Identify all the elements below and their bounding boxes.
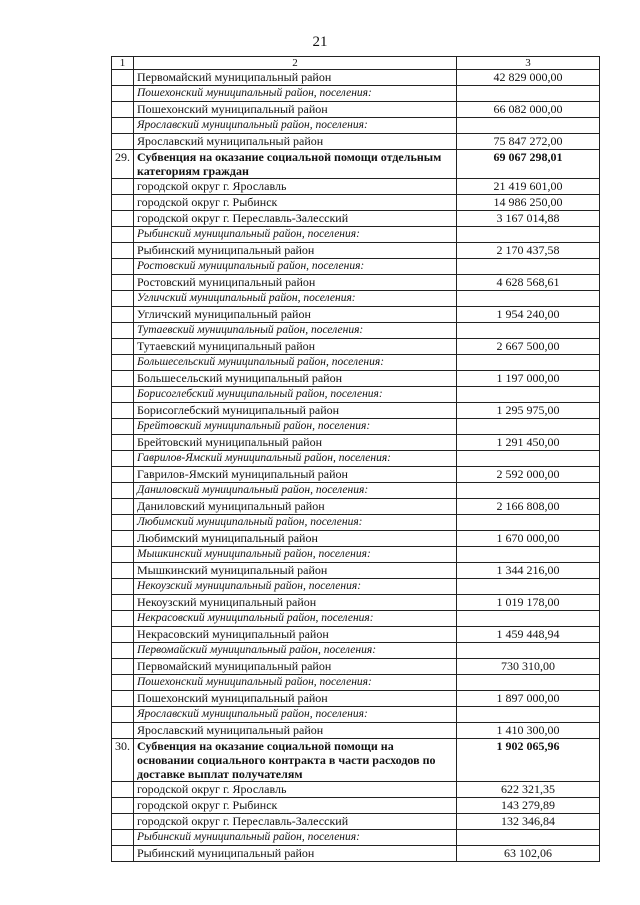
row-amount (457, 419, 600, 435)
row-index (112, 259, 134, 275)
table-row (112, 467, 600, 483)
table-row (112, 691, 600, 707)
row-index (112, 547, 134, 563)
row-index (112, 798, 134, 814)
row-name: Некоузский муниципальный район, поселения: (134, 579, 457, 595)
table-row (112, 275, 600, 291)
row-index (112, 211, 134, 227)
page-number: 21 (312, 34, 328, 50)
table-row (112, 627, 600, 643)
row-name: Ярославский муниципальный район (134, 134, 457, 150)
row-name: Некрасовский муниципальный район, поселения: (134, 611, 457, 627)
row-index (112, 419, 134, 435)
subgroup-row (112, 451, 600, 467)
row-index (112, 846, 134, 862)
row-name: Тутаевский муниципальный район (134, 339, 457, 355)
row-amount (457, 675, 600, 691)
row-amount (457, 707, 600, 723)
row-index (112, 86, 134, 102)
subgroup-row (112, 707, 600, 723)
row-amount: 1 344 216,00 (457, 563, 600, 579)
row-amount (457, 323, 600, 339)
row-index (112, 563, 134, 579)
row-amount: 14 986 250,00 (457, 195, 600, 211)
row-index (112, 435, 134, 451)
row-amount (457, 830, 600, 846)
row-amount (457, 483, 600, 499)
row-name: Мышкинский муниципальный район (134, 563, 457, 579)
row-index (112, 323, 134, 339)
row-name: Некрасовский муниципальный район (134, 627, 457, 643)
table-header-row (112, 57, 600, 70)
row-name: Даниловский муниципальный район (134, 499, 457, 515)
row-name: Угличский муниципальный район (134, 307, 457, 323)
row-name: городской округ г. Ярославль (134, 179, 457, 195)
row-index (112, 691, 134, 707)
row-name: Рыбинский муниципальный район (134, 243, 457, 259)
subgroup-row (112, 515, 600, 531)
row-name: городской округ г. Переславль-Залесский (134, 211, 457, 227)
row-amount: 63 102,06 (457, 846, 600, 862)
row-name: Ярославский муниципальный район, поселения: (134, 118, 457, 134)
row-index (112, 675, 134, 691)
row-name: Тутаевский муниципальный район, поселения: (134, 323, 457, 339)
row-index (112, 339, 134, 355)
subgroup-row (112, 483, 600, 499)
subgroup-row (112, 830, 600, 846)
row-name: Пошехонский муниципальный район, поселения: (134, 86, 457, 102)
row-amount: 75 847 272,00 (457, 134, 600, 150)
row-amount: 2 592 000,00 (457, 467, 600, 483)
row-name: Большесельский муниципальный район, поселения: (134, 355, 457, 371)
row-index: 29. (112, 150, 134, 179)
row-amount (457, 227, 600, 243)
row-amount: 1 954 240,00 (457, 307, 600, 323)
table-row (112, 782, 600, 798)
row-amount: 1 410 300,00 (457, 723, 600, 739)
row-amount: 1 295 975,00 (457, 403, 600, 419)
table-row (112, 403, 600, 419)
row-amount: 730 310,00 (457, 659, 600, 675)
row-amount: 1 459 448,94 (457, 627, 600, 643)
table-row (112, 307, 600, 323)
header-col-3: 3 (457, 57, 600, 70)
row-amount: 21 419 601,00 (457, 179, 600, 195)
row-amount: 1 019 178,00 (457, 595, 600, 611)
row-index (112, 643, 134, 659)
row-index (112, 659, 134, 675)
subgroup-row (112, 86, 600, 102)
row-name: Даниловский муниципальный район, поселения: (134, 483, 457, 499)
row-amount: 2 166 808,00 (457, 499, 600, 515)
header-col-2: 2 (134, 57, 457, 70)
table-row (112, 371, 600, 387)
table-row (112, 798, 600, 814)
row-index (112, 307, 134, 323)
row-amount: 1 291 450,00 (457, 435, 600, 451)
row-index (112, 134, 134, 150)
table-row (112, 70, 600, 86)
table-row (112, 723, 600, 739)
table-row (112, 531, 600, 547)
row-name: Ярославский муниципальный район, поселения: (134, 707, 457, 723)
row-index (112, 782, 134, 798)
row-amount (457, 643, 600, 659)
row-name: Ростовский муниципальный район (134, 275, 457, 291)
subgroup-row (112, 547, 600, 563)
row-name: Ростовский муниципальный район, поселения: (134, 259, 457, 275)
row-index (112, 467, 134, 483)
subgroup-row (112, 291, 600, 307)
table-row (112, 195, 600, 211)
subgroup-row (112, 579, 600, 595)
row-amount: 42 829 000,00 (457, 70, 600, 86)
row-amount: 1 897 000,00 (457, 691, 600, 707)
row-index (112, 403, 134, 419)
row-name: Ярославский муниципальный район (134, 723, 457, 739)
table-row (112, 134, 600, 150)
table-row (112, 339, 600, 355)
row-index (112, 179, 134, 195)
row-name: Любимский муниципальный район (134, 531, 457, 547)
row-index (112, 70, 134, 86)
row-index (112, 371, 134, 387)
section-row (112, 150, 600, 179)
row-name: городской округ г. Ярославль (134, 782, 457, 798)
row-index (112, 515, 134, 531)
row-index (112, 723, 134, 739)
row-amount: 143 279,89 (457, 798, 600, 814)
row-amount: 4 628 568,61 (457, 275, 600, 291)
subgroup-row (112, 611, 600, 627)
row-index (112, 707, 134, 723)
header-col-1: 1 (112, 57, 134, 70)
row-name: Субвенция на оказание социальной помощи отдельным категориям граждан (134, 150, 457, 179)
row-name: городской округ г. Переславль-Залесский (134, 814, 457, 830)
row-amount: 622 321,35 (457, 782, 600, 798)
table-row (112, 102, 600, 118)
row-name: Пошехонский муниципальный район (134, 691, 457, 707)
row-amount: 1 670 000,00 (457, 531, 600, 547)
row-amount (457, 579, 600, 595)
table-row (112, 179, 600, 195)
subgroup-row (112, 643, 600, 659)
table-row (112, 435, 600, 451)
row-name: Пошехонский муниципальный район (134, 102, 457, 118)
row-name: Рыбинский муниципальный район, поселения: (134, 227, 457, 243)
row-index (112, 814, 134, 830)
row-amount: 1 197 000,00 (457, 371, 600, 387)
row-amount (457, 118, 600, 134)
row-amount: 2 170 437,58 (457, 243, 600, 259)
subgroup-row (112, 419, 600, 435)
row-name: городской округ г. Рыбинск (134, 195, 457, 211)
row-amount (457, 547, 600, 563)
row-amount (457, 611, 600, 627)
row-index (112, 830, 134, 846)
table-row (112, 659, 600, 675)
row-amount: 66 082 000,00 (457, 102, 600, 118)
row-name: Рыбинский муниципальный район (134, 846, 457, 862)
row-amount (457, 259, 600, 275)
row-amount (457, 86, 600, 102)
row-index (112, 579, 134, 595)
row-name: Угличский муниципальный район, поселения: (134, 291, 457, 307)
row-name: Гаврилов-Ямский муниципальный район, поселения: (134, 451, 457, 467)
row-name: Первомайский муниципальный район (134, 659, 457, 675)
table-row (112, 563, 600, 579)
subgroup-row (112, 259, 600, 275)
row-name: Рыбинский муниципальный район, поселения: (134, 830, 457, 846)
row-amount: 2 667 500,00 (457, 339, 600, 355)
row-index (112, 451, 134, 467)
subvention-table (111, 56, 600, 862)
row-index (112, 102, 134, 118)
table-row (112, 243, 600, 259)
row-name: Мышкинский муниципальный район, поселения: (134, 547, 457, 563)
row-index (112, 118, 134, 134)
row-index (112, 291, 134, 307)
subgroup-row (112, 675, 600, 691)
row-name: городской округ г. Рыбинск (134, 798, 457, 814)
section-row (112, 739, 600, 782)
row-index (112, 355, 134, 371)
row-amount (457, 451, 600, 467)
table-row (112, 211, 600, 227)
row-name: Любимский муниципальный район, поселения: (134, 515, 457, 531)
row-index (112, 611, 134, 627)
row-amount: 132 346,84 (457, 814, 600, 830)
row-name: Некоузский муниципальный район (134, 595, 457, 611)
row-amount: 1 902 065,96 (457, 739, 600, 782)
row-name: Субвенция на оказание социальной помощи на основании социального контракта в части расходов по доставке выплат получателям (134, 739, 457, 782)
row-name: Борисоглебский муниципальный район, поселения: (134, 387, 457, 403)
table-row (112, 846, 600, 862)
row-index (112, 243, 134, 259)
row-amount: 3 167 014,88 (457, 211, 600, 227)
row-name: Первомайский муниципальный район, поселения: (134, 643, 457, 659)
subgroup-row (112, 227, 600, 243)
table-row (112, 814, 600, 830)
row-index (112, 275, 134, 291)
row-index (112, 387, 134, 403)
row-amount (457, 291, 600, 307)
table-row (112, 595, 600, 611)
row-index (112, 483, 134, 499)
subgroup-row (112, 118, 600, 134)
row-name: Брейтовский муниципальный район (134, 435, 457, 451)
row-name: Гаврилов-Ямский муниципальный район (134, 467, 457, 483)
row-index (112, 531, 134, 547)
row-name: Пошехонский муниципальный район, поселения: (134, 675, 457, 691)
row-name: Брейтовский муниципальный район, поселения: (134, 419, 457, 435)
row-index: 30. (112, 739, 134, 782)
row-amount (457, 355, 600, 371)
row-amount: 69 067 298,01 (457, 150, 600, 179)
row-index (112, 627, 134, 643)
row-amount (457, 387, 600, 403)
table-row (112, 499, 600, 515)
row-name: Борисоглебский муниципальный район (134, 403, 457, 419)
subgroup-row (112, 387, 600, 403)
row-index (112, 195, 134, 211)
row-name: Первомайский муниципальный район (134, 70, 457, 86)
row-index (112, 499, 134, 515)
row-index (112, 595, 134, 611)
subgroup-row (112, 355, 600, 371)
subgroup-row (112, 323, 600, 339)
row-amount (457, 515, 600, 531)
row-name: Большесельский муниципальный район (134, 371, 457, 387)
row-index (112, 227, 134, 243)
